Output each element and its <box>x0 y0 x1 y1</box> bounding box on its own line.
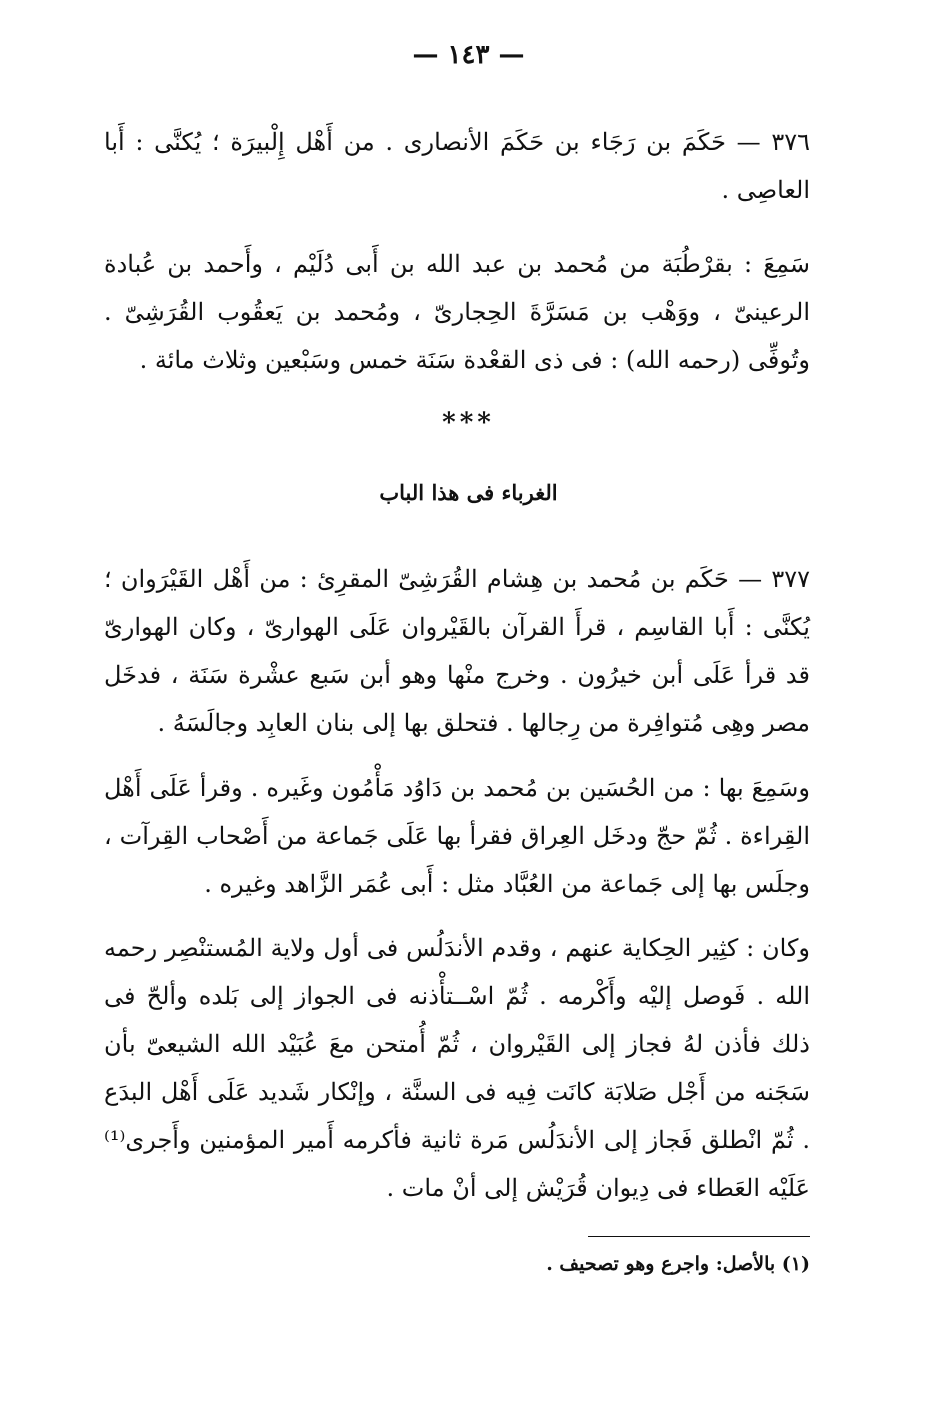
entry-377-paragraph-2: وسَمِعَ بها : من الحُسَين بن مُحمد بن دَاوُد مَأْمُون وغَيره . وقرأ عَلَى أَهْل القِراءة . ثُمّ حجّ ودخَل العِراق فقرأ بها عَلَى جَماعة من أَصْحاب القِرآت ، وجلَس بها إلى جَماعة من العُبَّاد مثل : أَبى عُمَر الزَّاهد وغيره . <box>104 774 810 898</box>
entry-377-paragraph-1: ٣٧٧ — حَكَم بن مُحمد بن هِشام القُرَشِىّ المقرِئ : من أَهْل القَيْرَوان ؛ يُكنَّى : أَبا القاسِم ، قرأَ القرآن بالقَيْروان عَلَى الهوارىّ ، وكان الهوارىّ قد قرأ عَلَى أبن خيرُون . وخرج منْها وهو أبن سَبع عشْرة سَنَة ، فدخَل مصر وهِى مُتوافِرة من رِجالها . فتحلق بها إلى بنان العابِد وجالَسَهُ . <box>104 565 810 737</box>
entry-376-heading: ٣٧٦ — حَكَمَ بن رَجَاء بن حَكَمَ الأنصارى . من أَهْل إِلْبيرَة ؛ يُكنَّى : أَبا العاصِى . <box>104 128 810 204</box>
footnote-divider <box>588 1236 810 1237</box>
page-number: — ١٤٣ — <box>412 40 525 70</box>
entry-376-body: سَمِعَ : بقرْطُبَة من مُحمد بن عبد الله بن أَبى دُلَيْم ، وأَحمد بن عُبادة الرعينىّ ، ووَهْب بن مَسَرَّةَ الحِجارىّ ، ومُحمد بن يَعقُوب القُرَشِىّ . وتُوفِّى (رحمه الله) : فى ذى القعْدة سَنَة خمس وسَبْعين وثلاث مائة . <box>104 250 810 374</box>
section-heading: الغرباء فى هذا الباب <box>379 480 558 505</box>
section-separator: *** <box>442 408 495 438</box>
footnote: (١) بالأصل: واجرع وهو تصحيف . <box>546 1253 810 1275</box>
entry-377-paragraph-3: وكان : كثِير الحِكاية عنهم ، وقدم الأندَلُس فى أول ولاية المُستنْصِر رحمه الله . فَوصل إليْه وأَكْرمه . ثُمّ اسْــتأْذنه فى الجواز إلى بَلده وألحّ فى ذلك فأذن لهُ فجاز إلى القَيْروان ، ثُمّ أُمتحن معَ عُبَيْد الله الشيعىّ بأن سَجَنه من أَجْل صَلابَة كانَت فِيه فى السنَّة ، وإنْكار شَديد عَلَى أَهْل البدَع . ثُمّ انْطلق فَجاز إلى الأندَلُس مَرة ثانية فأكرمه أَمير المؤمنين وأَجرى⁽¹⁾ عَلَيْه العَطاء فى دِيوان قُرَيْش إلى أنْ مات . <box>104 934 810 1202</box>
